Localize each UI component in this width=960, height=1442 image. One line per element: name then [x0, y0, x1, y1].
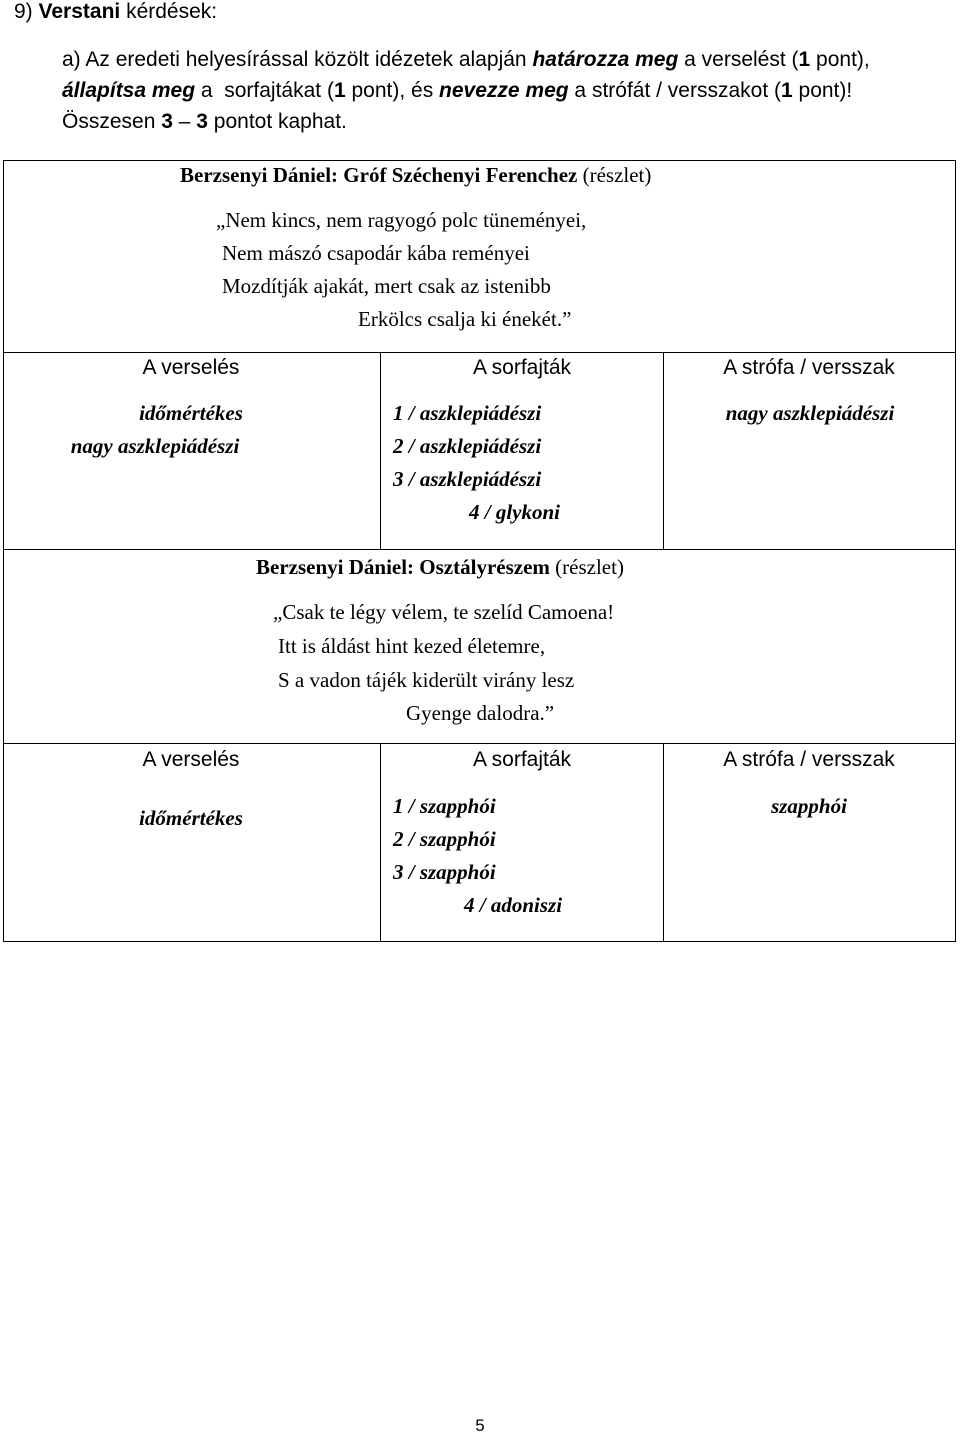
answer2-strofa: szapphói	[771, 794, 847, 818]
answer1-sorfajta: 2 / aszklepiádészi	[393, 434, 542, 458]
table-divider	[3, 549, 956, 550]
column-divider	[663, 352, 664, 549]
answer1-strofa: nagy aszklepiádészi	[725, 401, 895, 425]
intro-segment: pontot kaphat.	[207, 110, 347, 133]
poem1-title	[180, 163, 651, 188]
poem1-line: Mozdítják ajakát, mert csak az istenibb	[222, 274, 551, 298]
answer1-sorfajta: 1 / aszklepiádészi	[393, 401, 542, 425]
page-number: 5	[475, 1416, 485, 1435]
intro-segment: 3	[161, 110, 173, 133]
intro-segment: a sorfajtákat (	[195, 79, 334, 102]
intro-segment: nevezze meg	[439, 79, 569, 102]
answer2-sorfajta: 4 / adoniszi	[464, 893, 563, 917]
poem2-title-bold: Berzsenyi Dániel: Osztályrészem	[256, 555, 550, 579]
answer2-sorfajta: 3 / szapphói	[393, 860, 496, 884]
intro-segment: a verselést (	[678, 48, 799, 71]
poem1-line: Erkölcs csalja ki énekét.”	[358, 307, 572, 331]
column-header-sorfajtak: A sorfajták	[472, 748, 572, 771]
column-divider	[380, 743, 381, 942]
intro-segment: 3	[196, 110, 208, 133]
intro-segment: a strófát / versszakot (	[568, 79, 781, 102]
column-header-strofa: A strófa / versszak	[723, 748, 895, 771]
intro-line-2	[62, 75, 852, 106]
column-header-verseles: A verselés	[142, 356, 240, 379]
intro-segment: –	[172, 110, 197, 133]
table-divider	[3, 743, 956, 744]
intro-segment: határozza meg	[532, 48, 679, 71]
poem2-line: „Csak te légy vélem, te szelíd Camoena!	[273, 600, 615, 624]
poem1-line: Nem mászó csapodár kába reményei	[222, 241, 530, 265]
answer1-sorfajta: 3 / aszklepiádészi	[393, 467, 542, 491]
intro-segment: pont),	[810, 48, 870, 71]
poem2-title	[256, 555, 624, 580]
column-header-strofa: A strófa / versszak	[723, 356, 895, 379]
column-header-sorfajtak: A sorfajták	[472, 356, 572, 379]
poem2-line: S a vadon tájék kiderült virány lesz	[278, 668, 575, 692]
intro-segment: 1	[798, 48, 811, 71]
poem2-line: Itt is áldást hint kezed életemre,	[278, 634, 546, 658]
intro-segment: 1	[333, 79, 346, 102]
intro-segment: pont), és	[345, 79, 440, 102]
column-header-verseles: A verselés	[142, 748, 240, 771]
intro-line-3	[62, 106, 347, 137]
question-title-rest: kérdések:	[120, 0, 218, 23]
intro-segment: Összesen	[62, 110, 162, 133]
poem2-line: Gyenge dalodra.”	[406, 701, 555, 725]
column-divider	[663, 743, 664, 942]
answer2-sorfajta: 1 / szapphói	[393, 794, 496, 818]
answer1-verseles: nagy aszklepiádészi	[70, 434, 240, 458]
poem2-title-rest: (részlet)	[549, 555, 624, 579]
intro-segment: a) Az eredeti helyesírással közölt idézetek alapján	[62, 48, 533, 71]
question-heading	[14, 0, 217, 24]
question-number: 9)	[14, 0, 39, 23]
poem1-title-rest: (részlet)	[577, 163, 652, 187]
answer1-verseles: időmértékes	[139, 401, 243, 425]
column-divider	[380, 352, 381, 549]
question-title-bold: Verstani	[38, 0, 121, 23]
answer2-verseles: időmértékes	[139, 806, 243, 830]
table-divider	[3, 352, 956, 353]
intro-line-1	[62, 44, 870, 75]
poem1-title-bold: Berzsenyi Dániel: Gróf Széchenyi Ferenchez	[180, 163, 578, 187]
answer2-sorfajta: 2 / szapphói	[393, 827, 496, 851]
intro-segment: állapítsa meg	[62, 79, 196, 102]
poem1-line: „Nem kincs, nem ragyogó polc tüneményei,	[216, 208, 587, 232]
intro-segment: 1	[781, 79, 793, 102]
answer1-sorfajta: 4 / glykoni	[469, 500, 561, 524]
intro-segment: pont)!	[792, 79, 853, 102]
